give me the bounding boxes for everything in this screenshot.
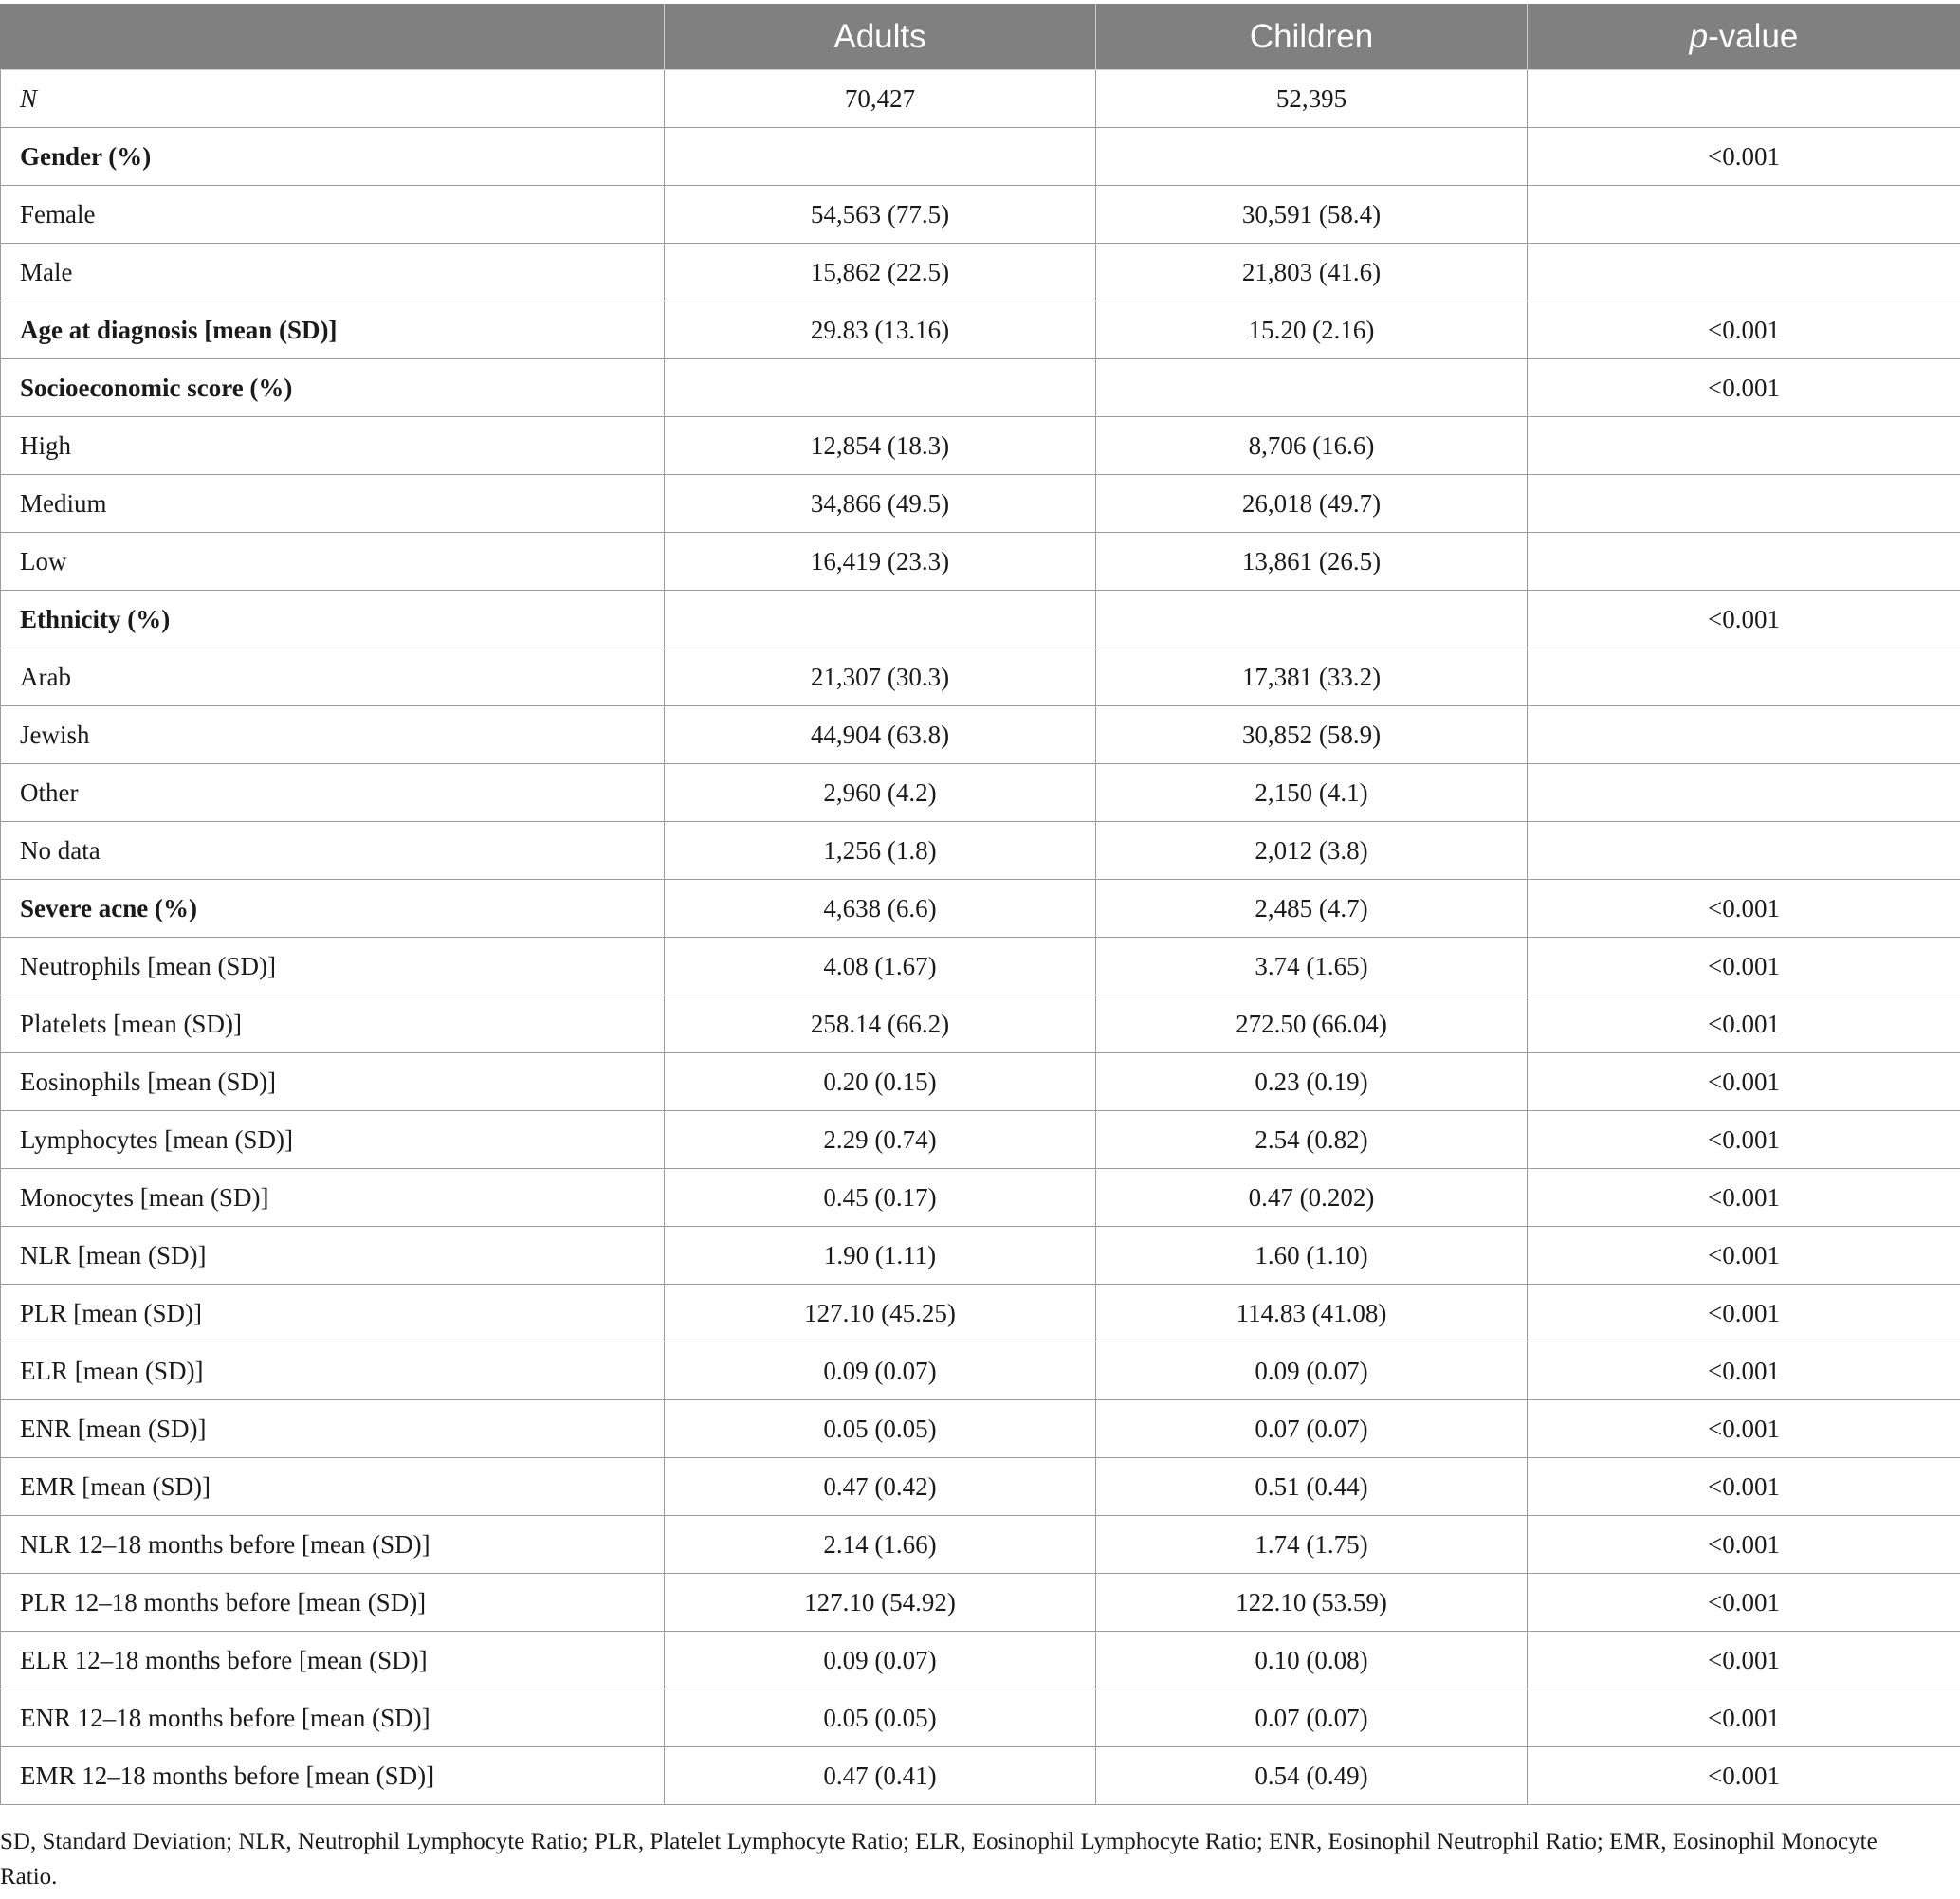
header-children: Children [1096,5,1528,70]
cell-adults: 0.47 (0.41) [665,1747,1096,1805]
cell-children: 1.74 (1.75) [1096,1516,1528,1574]
row-label: Socioeconomic score (%) [1,359,665,417]
cell-children: 52,395 [1096,70,1528,128]
row-label: Female [1,186,665,244]
cell-adults: 0.05 (0.05) [665,1689,1096,1747]
table-row [1,1342,1960,1400]
row-label: PLR [mean (SD)] [1,1285,665,1342]
row-label: Other [1,764,665,822]
cell-adults: 4,638 (6.6) [665,880,1096,938]
table-row [1,533,1960,591]
table-row [1,995,1960,1053]
cell-adults: 12,854 (18.3) [665,417,1096,475]
table-row [1,591,1960,648]
cell-p-value: <0.001 [1528,1689,1960,1747]
row-label: ENR [mean (SD)] [1,1400,665,1458]
table-row [1,128,1960,186]
cell-p-value: <0.001 [1528,1111,1960,1169]
table-row [1,1400,1960,1458]
row-label: Arab [1,648,665,706]
cell-adults: 0.09 (0.07) [665,1342,1096,1400]
row-label: PLR 12–18 months before [mean (SD)] [1,1574,665,1632]
row-label: Male [1,244,665,301]
row-label: EMR 12–18 months before [mean (SD)] [1,1747,665,1805]
table-row [1,706,1960,764]
cell-adults [665,591,1096,648]
table-row [1,764,1960,822]
cell-p-value [1528,417,1960,475]
cell-p-value: <0.001 [1528,359,1960,417]
table-row [1,475,1960,533]
cell-adults: 0.45 (0.17) [665,1169,1096,1227]
table-row [1,1169,1960,1227]
table-body [1,70,1960,1805]
cell-p-value [1528,475,1960,533]
cell-p-value [1528,706,1960,764]
cell-p-value [1528,822,1960,880]
cell-adults: 34,866 (49.5) [665,475,1096,533]
row-label: Lymphocytes [mean (SD)] [1,1111,665,1169]
header-label-column [1,5,665,70]
cell-p-value: <0.001 [1528,938,1960,995]
row-label: Gender (%) [1,128,665,186]
table-row [1,1458,1960,1516]
cell-p-value [1528,70,1960,128]
cell-adults: 2.29 (0.74) [665,1111,1096,1169]
row-label: NLR 12–18 months before [mean (SD)] [1,1516,665,1574]
cell-adults: 16,419 (23.3) [665,533,1096,591]
cell-p-value: <0.001 [1528,1285,1960,1342]
header-adults: Adults [665,5,1096,70]
cell-children: 0.54 (0.49) [1096,1747,1528,1805]
cell-adults: 2.14 (1.66) [665,1516,1096,1574]
cell-p-value: <0.001 [1528,1458,1960,1516]
cell-adults: 0.47 (0.42) [665,1458,1096,1516]
cell-children: 0.07 (0.07) [1096,1400,1528,1458]
table-row [1,1574,1960,1632]
table-row [1,1285,1960,1342]
cell-adults: 127.10 (45.25) [665,1285,1096,1342]
cell-p-value: <0.001 [1528,880,1960,938]
cell-children: 17,381 (33.2) [1096,648,1528,706]
cell-adults: 0.05 (0.05) [665,1400,1096,1458]
cell-p-value [1528,244,1960,301]
cell-adults: 1,256 (1.8) [665,822,1096,880]
cell-children: 2.54 (0.82) [1096,1111,1528,1169]
cell-adults: 21,307 (30.3) [665,648,1096,706]
cell-p-value: <0.001 [1528,1747,1960,1805]
row-label: N [1,70,665,128]
cell-children: 26,018 (49.7) [1096,475,1528,533]
cell-children: 0.10 (0.08) [1096,1632,1528,1689]
cell-children: 0.07 (0.07) [1096,1689,1528,1747]
row-label: EMR [mean (SD)] [1,1458,665,1516]
cell-adults: 54,563 (77.5) [665,186,1096,244]
table-row [1,1227,1960,1285]
cell-children: 8,706 (16.6) [1096,417,1528,475]
cell-children: 15.20 (2.16) [1096,301,1528,359]
cell-children: 3.74 (1.65) [1096,938,1528,995]
table-row [1,822,1960,880]
table-row [1,359,1960,417]
cell-p-value: <0.001 [1528,1169,1960,1227]
row-label: Age at diagnosis [mean (SD)] [1,301,665,359]
row-label: ELR [mean (SD)] [1,1342,665,1400]
row-label: NLR [mean (SD)] [1,1227,665,1285]
table-row [1,938,1960,995]
cell-p-value: <0.001 [1528,1227,1960,1285]
cell-p-value [1528,186,1960,244]
cell-children: 114.83 (41.08) [1096,1285,1528,1342]
cell-adults: 127.10 (54.92) [665,1574,1096,1632]
table-row [1,880,1960,938]
cell-p-value: <0.001 [1528,1516,1960,1574]
cell-p-value: <0.001 [1528,591,1960,648]
cell-p-value: <0.001 [1528,1400,1960,1458]
cell-adults: 44,904 (63.8) [665,706,1096,764]
cell-p-value: <0.001 [1528,301,1960,359]
cell-adults: 2,960 (4.2) [665,764,1096,822]
row-label: Severe acne (%) [1,880,665,938]
cell-children: 30,852 (58.9) [1096,706,1528,764]
table-row [1,244,1960,301]
cell-children: 2,485 (4.7) [1096,880,1528,938]
table-row [1,301,1960,359]
cell-p-value: <0.001 [1528,1632,1960,1689]
data-table-container [0,4,1960,1805]
cell-adults: 4.08 (1.67) [665,938,1096,995]
header-p-value [1528,5,1960,70]
row-label: Jewish [1,706,665,764]
cell-children: 0.51 (0.44) [1096,1458,1528,1516]
cell-p-value [1528,648,1960,706]
row-label: Eosinophils [mean (SD)] [1,1053,665,1111]
cell-children: 272.50 (66.04) [1096,995,1528,1053]
cell-children: 2,150 (4.1) [1096,764,1528,822]
table-row [1,417,1960,475]
cell-children: 13,861 (26.5) [1096,533,1528,591]
table-row [1,1111,1960,1169]
table-row [1,1632,1960,1689]
cell-adults: 15,862 (22.5) [665,244,1096,301]
table-row [1,1689,1960,1747]
cell-adults [665,359,1096,417]
cell-children: 2,012 (3.8) [1096,822,1528,880]
row-label: Medium [1,475,665,533]
cell-p-value: <0.001 [1528,1342,1960,1400]
cell-p-value [1528,533,1960,591]
row-label: Ethnicity (%) [1,591,665,648]
row-label: ENR 12–18 months before [mean (SD)] [1,1689,665,1747]
cell-p-value: <0.001 [1528,1574,1960,1632]
row-label: Low [1,533,665,591]
table-row [1,186,1960,244]
header-p-italic: p [1689,18,1709,55]
cell-p-value: <0.001 [1528,128,1960,186]
table-row [1,70,1960,128]
cell-adults: 258.14 (66.2) [665,995,1096,1053]
cell-children: 1.60 (1.10) [1096,1227,1528,1285]
table-row [1,648,1960,706]
row-label: High [1,417,665,475]
table-row [1,1747,1960,1805]
cell-adults: 70,427 [665,70,1096,128]
cell-adults: 1.90 (1.11) [665,1227,1096,1285]
table-row [1,1053,1960,1111]
cell-adults [665,128,1096,186]
cell-children [1096,359,1528,417]
cell-children [1096,591,1528,648]
row-label: Monocytes [mean (SD)] [1,1169,665,1227]
cell-adults: 0.09 (0.07) [665,1632,1096,1689]
cell-children [1096,128,1528,186]
cell-children: 21,803 (41.6) [1096,244,1528,301]
cell-adults: 0.20 (0.15) [665,1053,1096,1111]
cell-children: 0.47 (0.202) [1096,1169,1528,1227]
row-label: Platelets [mean (SD)] [1,995,665,1053]
table-header-row [1,5,1960,70]
row-label: No data [1,822,665,880]
cell-children: 122.10 (53.59) [1096,1574,1528,1632]
table-footnote: SD, Standard Deviation; NLR, Neutrophil Lymphocyte Ratio; PLR, Platelet Lymphocyte Ratio; ELR, Eosinophil Lymphocyte Ratio; ENR, Eosinophil Neutrophil Ratio; EMR, Eosinophil Monocyte Ratio. [0,1829,1878,1890]
header-p-rest: -value [1708,18,1799,55]
cell-adults: 29.83 (13.16) [665,301,1096,359]
row-label: Neutrophils [mean (SD)] [1,938,665,995]
cell-p-value: <0.001 [1528,995,1960,1053]
comparison-table [0,4,1960,1805]
row-label: ELR 12–18 months before [mean (SD)] [1,1632,665,1689]
cell-children: 0.09 (0.07) [1096,1342,1528,1400]
cell-p-value: <0.001 [1528,1053,1960,1111]
table-row [1,1516,1960,1574]
cell-children: 0.23 (0.19) [1096,1053,1528,1111]
cell-children: 30,591 (58.4) [1096,186,1528,244]
cell-p-value [1528,764,1960,822]
